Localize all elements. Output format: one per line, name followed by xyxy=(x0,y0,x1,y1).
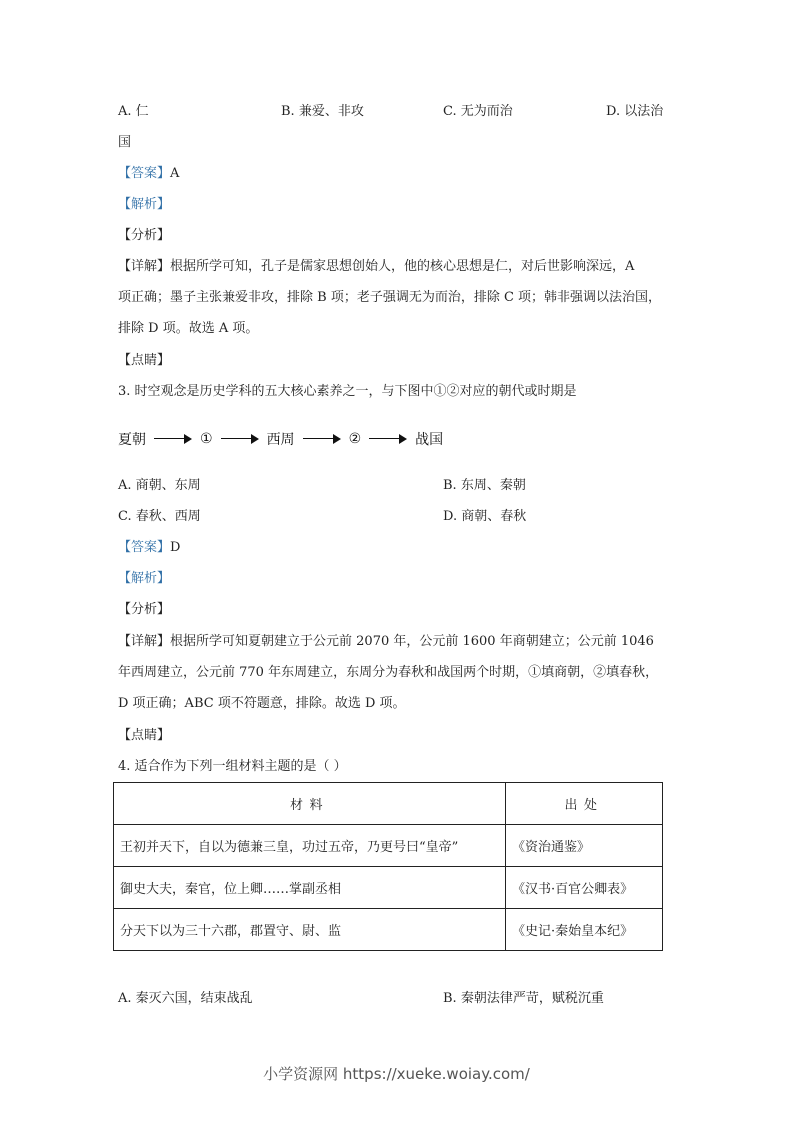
material-cell: 御史大夫，秦官，位上卿……掌副丞相 xyxy=(114,867,506,909)
header-source: 出处 xyxy=(506,783,663,825)
q3-option-d xyxy=(443,509,526,525)
answer-value: A xyxy=(170,166,180,181)
q3-detail-line-2: 年西周建立，公元前 770 年东周建立，东周分为春秋和战国两个时期，①填商朝，②填春秋， xyxy=(118,665,659,680)
q3-stem: 3. 时空观念是历史学科的五大核心素养之一，与下图中①②对应的朝代或时期是 xyxy=(118,384,577,399)
q2-answer xyxy=(118,166,179,182)
timeline-node: ① xyxy=(200,431,213,447)
answer-label: 【答案】 xyxy=(118,166,171,181)
q2-option-d-wrap: 国 xyxy=(118,135,132,150)
option-text: 仁 xyxy=(135,104,149,119)
option-text: 无为而治 xyxy=(460,104,513,119)
q2-detail-line-2: 项正确；墨子主张兼爱非攻，排除 B 项；老子强调无为而治，排除 C 项；韩非强调以法治国， xyxy=(118,290,662,305)
option-letter: A. xyxy=(118,478,132,493)
q2-detail-line-1 xyxy=(118,259,634,275)
option-letter: C. xyxy=(443,104,457,119)
q4-option-b xyxy=(443,991,604,1007)
option-letter: B. xyxy=(443,991,457,1006)
arrow-right-icon xyxy=(369,434,407,444)
timeline-node: 夏朝 xyxy=(118,432,146,448)
option-letter: C. xyxy=(118,509,132,524)
answer-value: D xyxy=(170,540,181,555)
option-letter: A. xyxy=(118,104,132,119)
timeline-node: 战国 xyxy=(415,432,444,448)
detail-text: 根据所学可知夏朝建立于公元前 2070 年，公元前 1600 年商朝建立；公元前 1046 xyxy=(170,634,654,649)
q3-option-a xyxy=(118,478,201,494)
arrow-right-icon xyxy=(303,434,341,444)
detail-label: 【详解】 xyxy=(118,259,171,274)
option-text: 以法治 xyxy=(624,104,664,119)
q2-dianjing-label: 【点睛】 xyxy=(118,353,171,368)
material-cell: 分天下以为三十六郡，郡置守、尉、监 xyxy=(114,909,506,951)
q2-option-d xyxy=(606,104,663,120)
q4-stem: 4. 适合作为下列一组材料主题的是（ ） xyxy=(118,759,347,774)
option-text: 秦朝法律严苛，赋税沉重 xyxy=(460,991,604,1006)
option-letter: D. xyxy=(443,509,458,524)
material-cell: 王初并天下，自以为德兼三皇，功过五帝，乃更号曰“皇帝” xyxy=(114,825,506,867)
table-row xyxy=(114,825,663,867)
q3-fenxi-label: 【分析】 xyxy=(118,602,171,617)
q3-detail-line-1 xyxy=(118,634,654,650)
q2-analysis-label: 【解析】 xyxy=(118,197,171,212)
option-text: 秦灭六国，结束战乱 xyxy=(135,991,253,1006)
q4-material-table xyxy=(113,782,663,951)
table-header-row xyxy=(114,783,663,825)
option-text: 东周、秦朝 xyxy=(460,478,526,493)
header-material: 材料 xyxy=(114,783,506,825)
answer-label: 【答案】 xyxy=(118,540,171,555)
timeline-node: ② xyxy=(348,431,362,447)
q2-option-c xyxy=(443,104,513,120)
q2-option-a xyxy=(118,104,149,120)
option-text: 春秋、西周 xyxy=(135,509,201,524)
source-cell: 《汉书·百官公卿表》 xyxy=(506,867,663,909)
arrow-right-icon xyxy=(221,434,259,444)
option-letter: D. xyxy=(606,104,621,119)
footer-watermark: 小学资源网 https://xueke.woiay.com/ xyxy=(263,1065,530,1083)
source-cell: 《史记·秦始皇本纪》 xyxy=(506,909,663,951)
option-letter: B. xyxy=(281,104,295,119)
option-text: 商朝、春秋 xyxy=(461,509,527,524)
q3-detail-line-3: D 项正确；ABC 项不符题意，排除。故选 D 项。 xyxy=(118,696,406,711)
q3-timeline-diagram xyxy=(118,429,443,449)
q3-dianjing-label: 【点睛】 xyxy=(118,728,171,743)
detail-label: 【详解】 xyxy=(118,634,171,649)
q3-answer xyxy=(118,540,180,556)
q3-analysis-label: 【解析】 xyxy=(118,571,171,586)
q2-detail-line-3: 排除 D 项。故选 A 项。 xyxy=(118,321,259,336)
detail-text: 根据所学可知，孔子是儒家思想创始人，他的核心思想是仁，对后世影响深远，A xyxy=(170,259,635,274)
option-letter: B. xyxy=(443,478,457,493)
timeline-node: 西周 xyxy=(266,432,295,448)
q4-option-a xyxy=(118,991,253,1007)
table-row xyxy=(114,867,663,909)
q2-option-b xyxy=(281,104,364,120)
table-row xyxy=(114,909,663,951)
option-text: 兼爱、非攻 xyxy=(298,104,364,119)
option-letter: A. xyxy=(118,991,132,1006)
option-text: 商朝、东周 xyxy=(135,478,201,493)
arrow-right-icon xyxy=(154,434,192,444)
q3-option-b xyxy=(443,478,526,494)
source-cell: 《资治通鉴》 xyxy=(506,825,663,867)
q3-option-c xyxy=(118,509,201,525)
q2-fenxi-label: 【分析】 xyxy=(118,228,171,243)
